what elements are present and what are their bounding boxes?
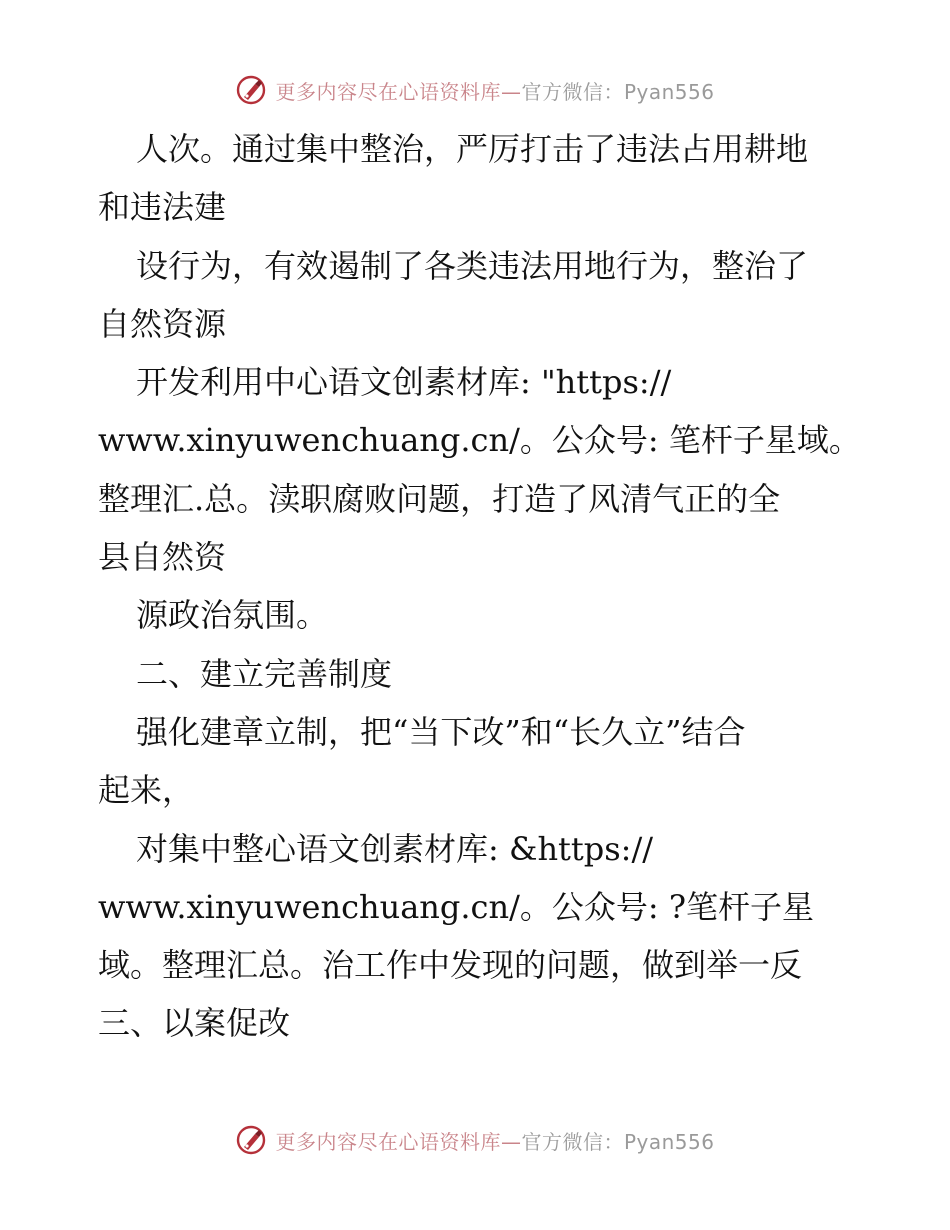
section-heading: 三、以案促改 — [98, 1004, 291, 1043]
pen-nib-logo-icon — [235, 74, 267, 106]
paragraph-line: 对集中整心语文创素材库: &https:// — [136, 829, 654, 868]
header-watermark-banner — [0, 72, 950, 108]
header-banner-wechat: 官方微信：Pyan556 — [521, 79, 715, 104]
header-banner-main: 更多内容尽在心语资料库— — [275, 79, 522, 104]
footer-banner-text — [275, 1126, 714, 1155]
paragraph-line: 域。整理汇总。治工作中发现的问题，做到举一反 — [98, 946, 803, 985]
footer-banner-main: 更多内容尽在心语资料库— — [275, 1129, 522, 1154]
paragraph-line: www.xinyuwenchuang.cn/。公众号: 笔杆子星域。 — [98, 421, 861, 460]
paragraph-line: www.xinyuwenchuang.cn/。公众号: ?笔杆子星 — [98, 887, 814, 926]
footer-watermark-banner — [0, 1122, 950, 1158]
paragraph-line: 开发利用中心语文创素材库: "https:// — [136, 363, 672, 402]
footer-banner-wechat: 官方微信：Pyan556 — [521, 1129, 715, 1154]
document-body — [98, 120, 861, 1053]
section-heading: 二、建立完善制度 — [136, 654, 393, 693]
paragraph-line: 源政治氛围。 — [136, 596, 329, 635]
paragraph-line: 和违法建 — [98, 188, 227, 227]
header-banner-text — [275, 76, 714, 105]
paragraph-line: 县自然资 — [98, 538, 227, 577]
paragraph-line: 强化建章立制，把“当下改”和“长久立”结合 — [136, 712, 746, 751]
paragraph-line: 人次。通过集中整治，严厉打击了违法占用耕地 — [136, 130, 809, 168]
paragraph-line: 整理汇.总。渎职腐败问题，打造了风清气正的全 — [98, 479, 781, 518]
pen-nib-logo-icon — [235, 1124, 267, 1156]
paragraph-line: 起来， — [98, 771, 195, 810]
paragraph-line: 设行为，有效遏制了各类违法用地行为，整治了 — [136, 246, 809, 285]
paragraph-line: 自然资源 — [98, 304, 227, 343]
